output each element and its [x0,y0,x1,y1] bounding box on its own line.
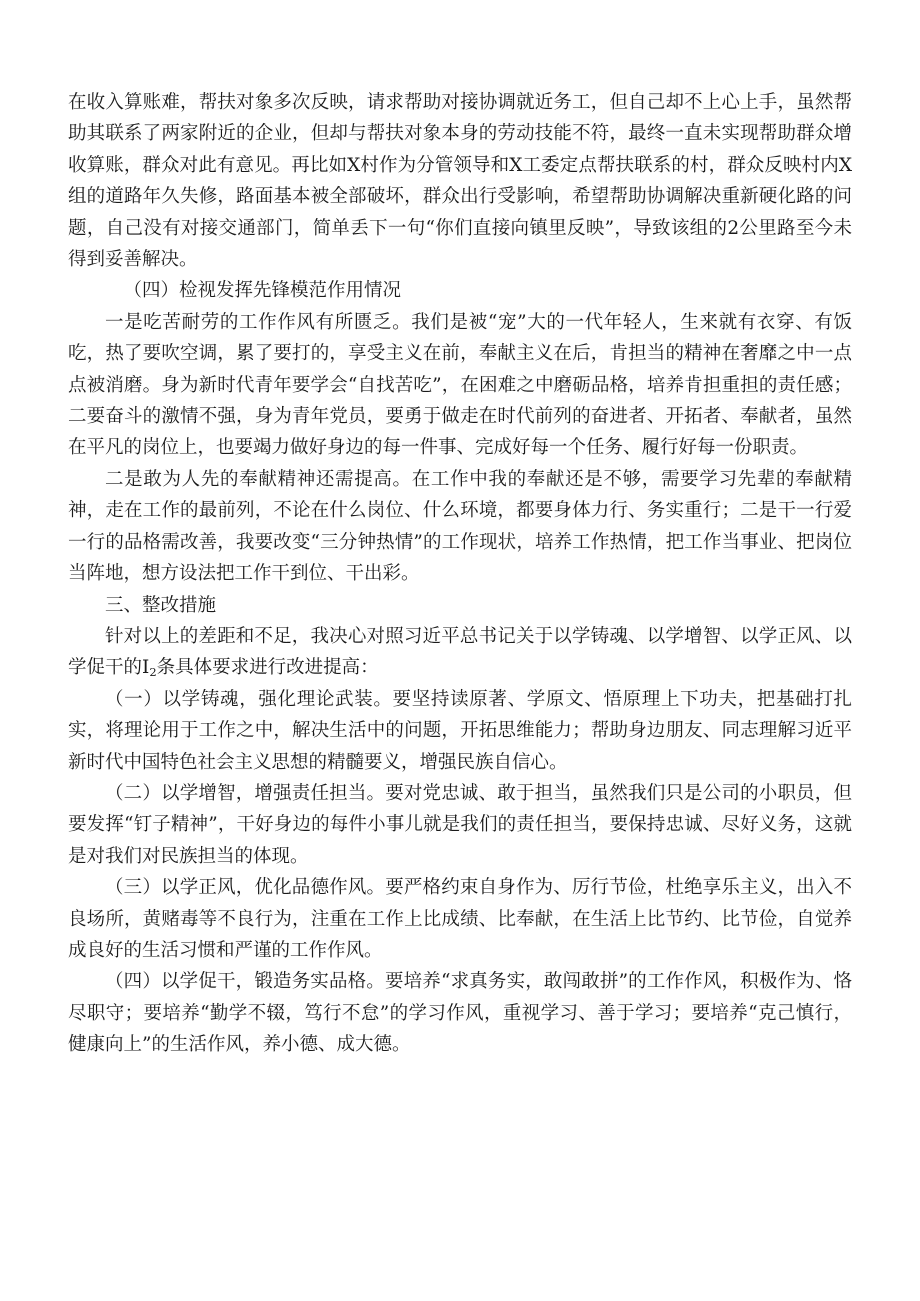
document-page [68,87,852,1061]
intro-text-a: 针对以上的差距和不足，我决心对照习近平总书记关于以学铸魂、以学增智、以学正风、以学促干的 [68,625,852,679]
paragraph-measures-intro [68,621,852,684]
intro-text-c: 条具体要求进行改进提高： [156,657,379,679]
section-heading-measures: 三、整改措施 [105,594,217,616]
measure-item-2: （二）以学增智，增强责任担当。要对党忠诚、敢于担当，虽然我们只是公司的小职员，但要发挥“钉子精神”，干好身边的每件小事儿就是我们的责任担当，要保持忠诚、尽好义务，这就是对我们对民族担当的体现。 [68,782,852,867]
intro-subscript: 2 [149,665,157,680]
measure-item-3: （三）以学正风，优化品德作风。要严格约束自身作为、厉行节俭，杜绝享乐主义，出入不良场所，黄赌毒等不良行为，注重在工作上比成绩、比奉献，在生活上比节约、比节俭，自觉养成良好的生活习惯和严谨的工作作风。 [68,877,852,961]
paragraph-first-point: 一是吃苦耐劳的工作作风有所匮乏。我们是被“宠”大的一代年轻人，生来就有衣穿、有饭吃，热了要吹空调，累了要打的，享受主义在前，奉献主义在后，肯担当的精神在奢靡之中一点点被消磨。身为新时代青年要学会“自找苦吃”，在困难之中磨砺品格，培养肯担重担的责任感；二要奋斗的激情不强，身为青年党员，要勇于做走在时代前列的奋进者、开拓者、奉献者，虽然在平凡的岗位上，也要竭力做好身边的每一件事、完成好每一个任务、履行好每一份职责。 [68,311,852,459]
measure-item-4: （四）以学促干，锻造务实品格。要培养“求真务实，敢闯敢拼”的工作作风，积极作为、恪尽职守；要培养“勤学不辍，笃行不怠”的学习作风，重视学习、善于学习；要培养“克己慎行，健康向上”的生活作风，养小德、成大德。 [68,971,852,1056]
paragraph-continuation: 在收入算账难，帮扶对象多次反映，请求帮助对接协调就近务工，但自己却不上心上手，虽然帮助其联系了两家附近的企业，但却与帮扶对象本身的劳动技能不符，最终一直未实现帮助群众增收算账，群众对此有意见。再比如X村作为分管领导和X工委定点帮扶联系的村，群众反映村内X组的道路年久失修，路面基本被全部破坏，群众出行受影响，希望帮助协调解决重新硬化路的问题，自己没有对接交通部门，简单丢下一句“你们直接向镇里反映”，导致该组的2公里路至今未得到妥善解决。 [68,92,852,271]
measure-item-1: （一）以学铸魂，强化理论武装。要坚持读原著、学原文、悟原理上下功夫，把基础打扎实，将理论用于工作之中，解决生活中的问题，开拓思维能力；帮助身边朋友、同志理解习近平新时代中国特色社会主义思想的精髓要义，增强民族自信心。 [68,688,852,773]
intro-text-b: I [142,657,150,679]
section-heading-4: （四）检视发挥先锋模范作用情况 [123,280,402,302]
paragraph-second-point: 二是敢为人先的奉献精神还需提高。在工作中我的奉献还是不够，需要学习先辈的奉献精神，走在工作的最前列，不论在什么岗位、什么环境，都要身体力行、务实重行；二是干一行爱一行的品格需改善，我要改变“三分钟热情”的工作现状，培养工作热情，把工作当事业、把岗位当阵地，想方设法把工作干到位、干出彩。 [68,468,852,585]
